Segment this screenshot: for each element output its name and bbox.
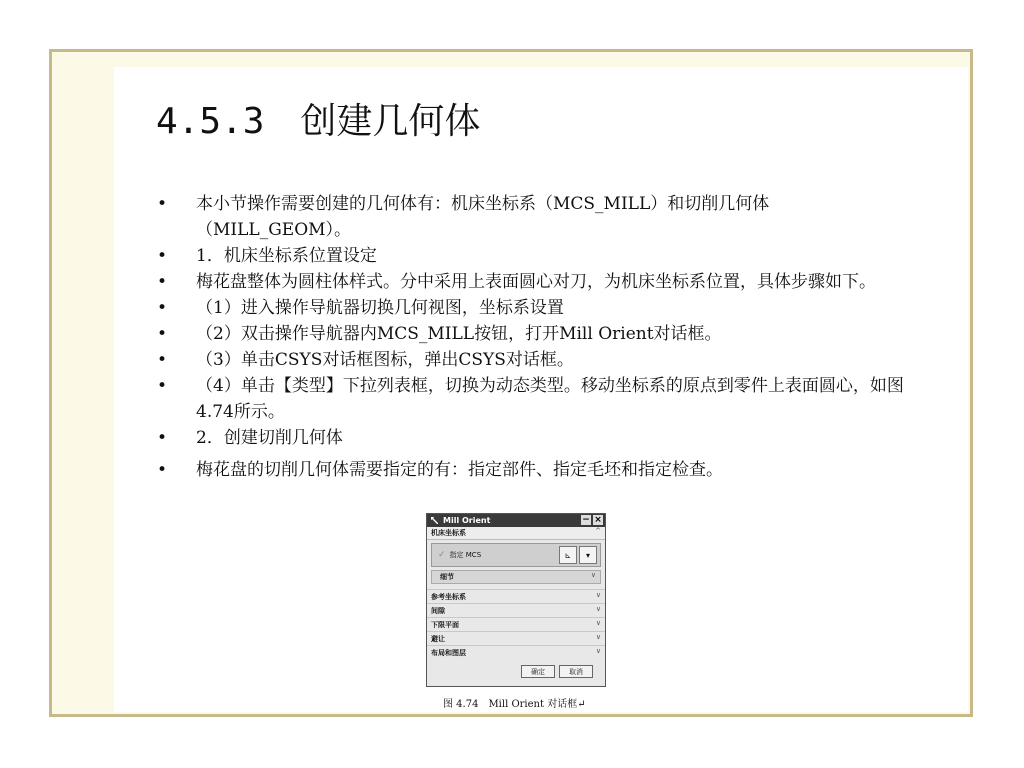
bullet-item	[154, 347, 914, 373]
bullet-dot: •	[157, 298, 168, 318]
chevron-down-icon: ∨	[595, 647, 601, 655]
bullet-item	[154, 373, 914, 425]
mill-orient-dialog	[426, 513, 606, 687]
bullet-text: （2）双击操作导航器内MCS_MILL按钮，打开Mill Orient对话框。	[196, 324, 722, 344]
check-icon: ✓	[438, 550, 446, 560]
section-row[interactable]	[427, 617, 605, 631]
csys-dropdown-icon[interactable]: ▾	[579, 546, 597, 564]
bullet-item	[154, 269, 914, 295]
close-button[interactable]: ×	[594, 515, 602, 525]
bullet-dot: •	[157, 376, 168, 396]
dialog-app-icon	[431, 517, 438, 524]
bullet-list	[154, 191, 914, 483]
chevron-up-icon: ^	[595, 527, 601, 535]
dialog-title: Mill Orient	[443, 516, 491, 525]
section-row[interactable]	[427, 603, 605, 617]
bullet-item	[154, 243, 914, 269]
bullet-text: （1）进入操作导航器切换几何视图，坐标系设置	[196, 298, 564, 318]
section-row-label: 参考坐标系	[431, 592, 466, 601]
bullet-dot: •	[157, 194, 168, 214]
ok-button[interactable]: 确定	[521, 665, 555, 678]
section-row-label: 下限平面	[431, 620, 459, 629]
bullet-text: 1．机床坐标系位置设定	[196, 246, 377, 266]
bullet-text: 梅花盘整体为圆柱体样式。分中采用上表面圆心对刀，为机床坐标系位置，具体步骤如下。	[196, 272, 876, 292]
chevron-down-icon: ∨	[595, 633, 601, 641]
section-row-label: 间隙	[431, 606, 445, 615]
section-row-label: 布局和图层	[431, 648, 466, 657]
bullet-item	[154, 321, 914, 347]
chevron-down-icon: ∨	[595, 591, 601, 599]
bullet-text: （3）单击CSYS对话框图标，弹出CSYS对话框。	[196, 350, 574, 370]
section-row[interactable]	[427, 589, 605, 603]
chevron-down-icon: ∨	[595, 605, 601, 613]
minimize-button[interactable]: −	[582, 515, 590, 525]
bullet-text: 梅花盘的切削几何体需要指定的有：指定部件、指定毛坯和指定检查。	[196, 460, 723, 480]
figure-caption: 图 4.74 Mill Orient 对话框↵	[443, 699, 586, 710]
detail-label: 细节	[440, 573, 454, 581]
bullet-dot: •	[157, 324, 168, 344]
bullet-item	[154, 425, 914, 451]
cancel-button[interactable]: 取消	[559, 665, 593, 678]
section-row[interactable]	[427, 631, 605, 645]
specify-mcs-row	[431, 543, 601, 567]
bullet-text: 2．创建切削几何体	[196, 428, 343, 448]
bullet-dot: •	[157, 272, 168, 292]
bullet-item	[154, 295, 914, 321]
dialog-titlebar	[427, 514, 605, 527]
bullet-dot: •	[157, 350, 168, 370]
bullet-dot: •	[157, 460, 168, 480]
bullet-item	[154, 191, 914, 243]
section-mcs-header[interactable]	[427, 527, 605, 540]
chevron-down-icon: ∨	[590, 571, 596, 579]
bullet-dot: •	[157, 246, 168, 266]
csys-dialog-icon[interactable]: ⊾	[559, 546, 577, 564]
section-row-label: 避让	[431, 634, 445, 643]
slide-title: 4.5.3 创建几何体	[156, 101, 481, 142]
bullet-text: 本小节操作需要创建的几何体有：机床坐标系（MCS_MILL）和切削几何体（MILL_GEOM）。	[196, 194, 770, 240]
bullet-text: （4）单击【类型】下拉列表框，切换为动态类型。移动坐标系的原点到零件上表面圆心，如图4.74所示。	[196, 376, 904, 422]
chevron-down-icon: ∨	[595, 619, 601, 627]
bullet-dot: •	[157, 428, 168, 448]
specify-mcs-label: 指定 MCS	[449, 551, 482, 559]
bullet-item	[154, 457, 914, 483]
detail-subsection[interactable]	[431, 570, 601, 584]
section-mcs-label: 机床坐标系	[431, 529, 466, 537]
section-row[interactable]	[427, 645, 605, 659]
